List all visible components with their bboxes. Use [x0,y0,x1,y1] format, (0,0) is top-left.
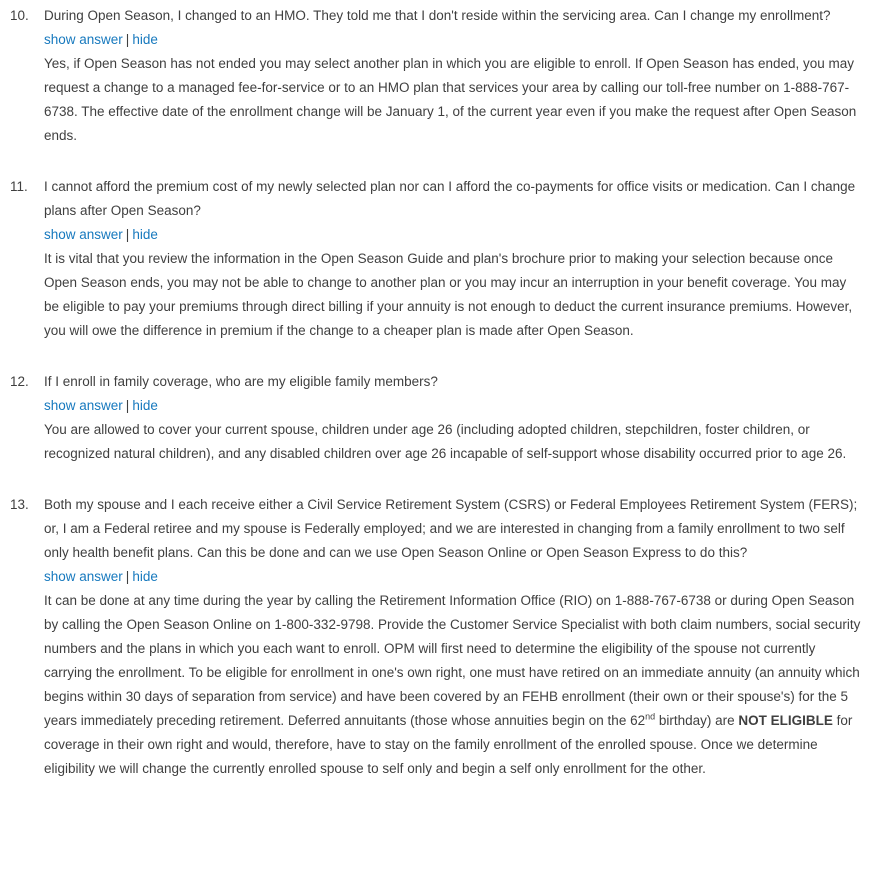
faq-item [10,493,863,781]
show-answer-link[interactable]: show answer [44,398,123,413]
question-text: During Open Season, I changed to an HMO. They told me that I don't reside within the servicing area. Can I change my enrollment? [44,8,831,23]
answer-toggle-links [44,394,862,418]
faq-item [10,4,863,148]
answer-text-segment: It can be done at any time during the year by calling the Retirement Information Office (RIO) on 1-888-767-6738 or during Open Season by calling the Open Season Online on 1-800-332-9798. Provide the Customer Service Specialist with both claim numbers, social security numbers and the plans in which you each want to enroll. OPM will first need to determine the eligibility of the spouse not currently carrying the enrollment. To be eligible for enrollment in one's own right, one must have retired on an immediate annuity (an annuity which begins within 30 days of separation from service) and have been covered by an FEHB enrollment (their own or their spouse's) for the 5 years immediately preceding retirement. Deferred annuitants (those whose annuities begin on the 62 [44,593,861,728]
hide-answer-link[interactable]: hide [132,569,158,584]
list-number: 13. [10,497,29,512]
list-number: 11. [10,179,28,194]
show-answer-link[interactable]: show answer [44,32,123,47]
question-text: I cannot afford the premium cost of my newly selected plan nor can I afford the co-payments for office visits or medication. Can I change plans after Open Season? [44,179,856,218]
answer-text-segment: birthday) are [655,713,739,728]
hide-answer-link[interactable]: hide [132,227,158,242]
hide-answer-link[interactable]: hide [132,32,158,47]
faq-item [10,370,863,466]
link-separator: | [125,398,130,413]
list-number: 10. [10,8,29,23]
answer-toggle-links [44,28,862,52]
faq-item-content [44,370,862,466]
faq-item [10,175,863,343]
link-separator: | [125,32,130,47]
not-eligible-emphasis: NOT ELIGIBLE [738,713,833,728]
answer-text [44,589,862,781]
answer-text: You are allowed to cover your current spouse, children under age 26 (including adopted children, stepchildren, foster children, or recognized natural children), and any disabled children over age 26 incapable of self-support whose disability occurred prior to age 26. [44,422,847,461]
show-answer-link[interactable]: show answer [44,569,123,584]
link-separator: | [125,227,130,242]
answer-text: Yes, if Open Season has not ended you may select another plan in which you are eligible to enroll. If Open Season has ended, you may request a change to a managed fee-for-service or to an HMO plan that services your area by calling our toll-free number on 1-888-767-6738. The effective date of the enrollment change will be January 1, of the current year even if you make the request after Open Season ends. [44,56,857,143]
answer-toggle-links [44,223,862,247]
answer-toggle-links [44,565,862,589]
faq-item-content [44,4,862,148]
answer-text-segment: for coverage in their own right and would, therefore, have to stay on the family enrollment of the enrolled spouse. Once we determine eligibility we will change the currently enrolled spouse to self only and begin a self only enrollment for the other. [44,713,853,776]
superscript-ordinal: nd [645,711,656,722]
answer-text: It is vital that you review the information in the Open Season Guide and plan's brochure prior to making your selection because once Open Season ends, you may not be able to change to another plan or you may incur an interruption in your benefit coverage. You may be eligible to pay your premiums through direct billing if your annuity is not enough to deduct the current insurance premiums. However, you will owe the difference in premium if the change to a cheaper plan is made after Open Season. [44,251,853,338]
faq-item-content [44,175,862,343]
faq-item-content [44,493,862,781]
list-number: 12. [10,374,29,389]
link-separator: | [125,569,130,584]
question-text: Both my spouse and I each receive either a Civil Service Retirement System (CSRS) or Federal Employees Retirement System (FERS); or, I am a Federal retiree and my spouse is Federally employed; and we are interested in changing from a family enrollment to two self only health benefit plans. Can this be done and can we use Open Season Online or Open Season Express to do this? [44,497,858,560]
hide-answer-link[interactable]: hide [132,398,158,413]
show-answer-link[interactable]: show answer [44,227,123,242]
question-text: If I enroll in family coverage, who are my eligible family members? [44,374,438,389]
